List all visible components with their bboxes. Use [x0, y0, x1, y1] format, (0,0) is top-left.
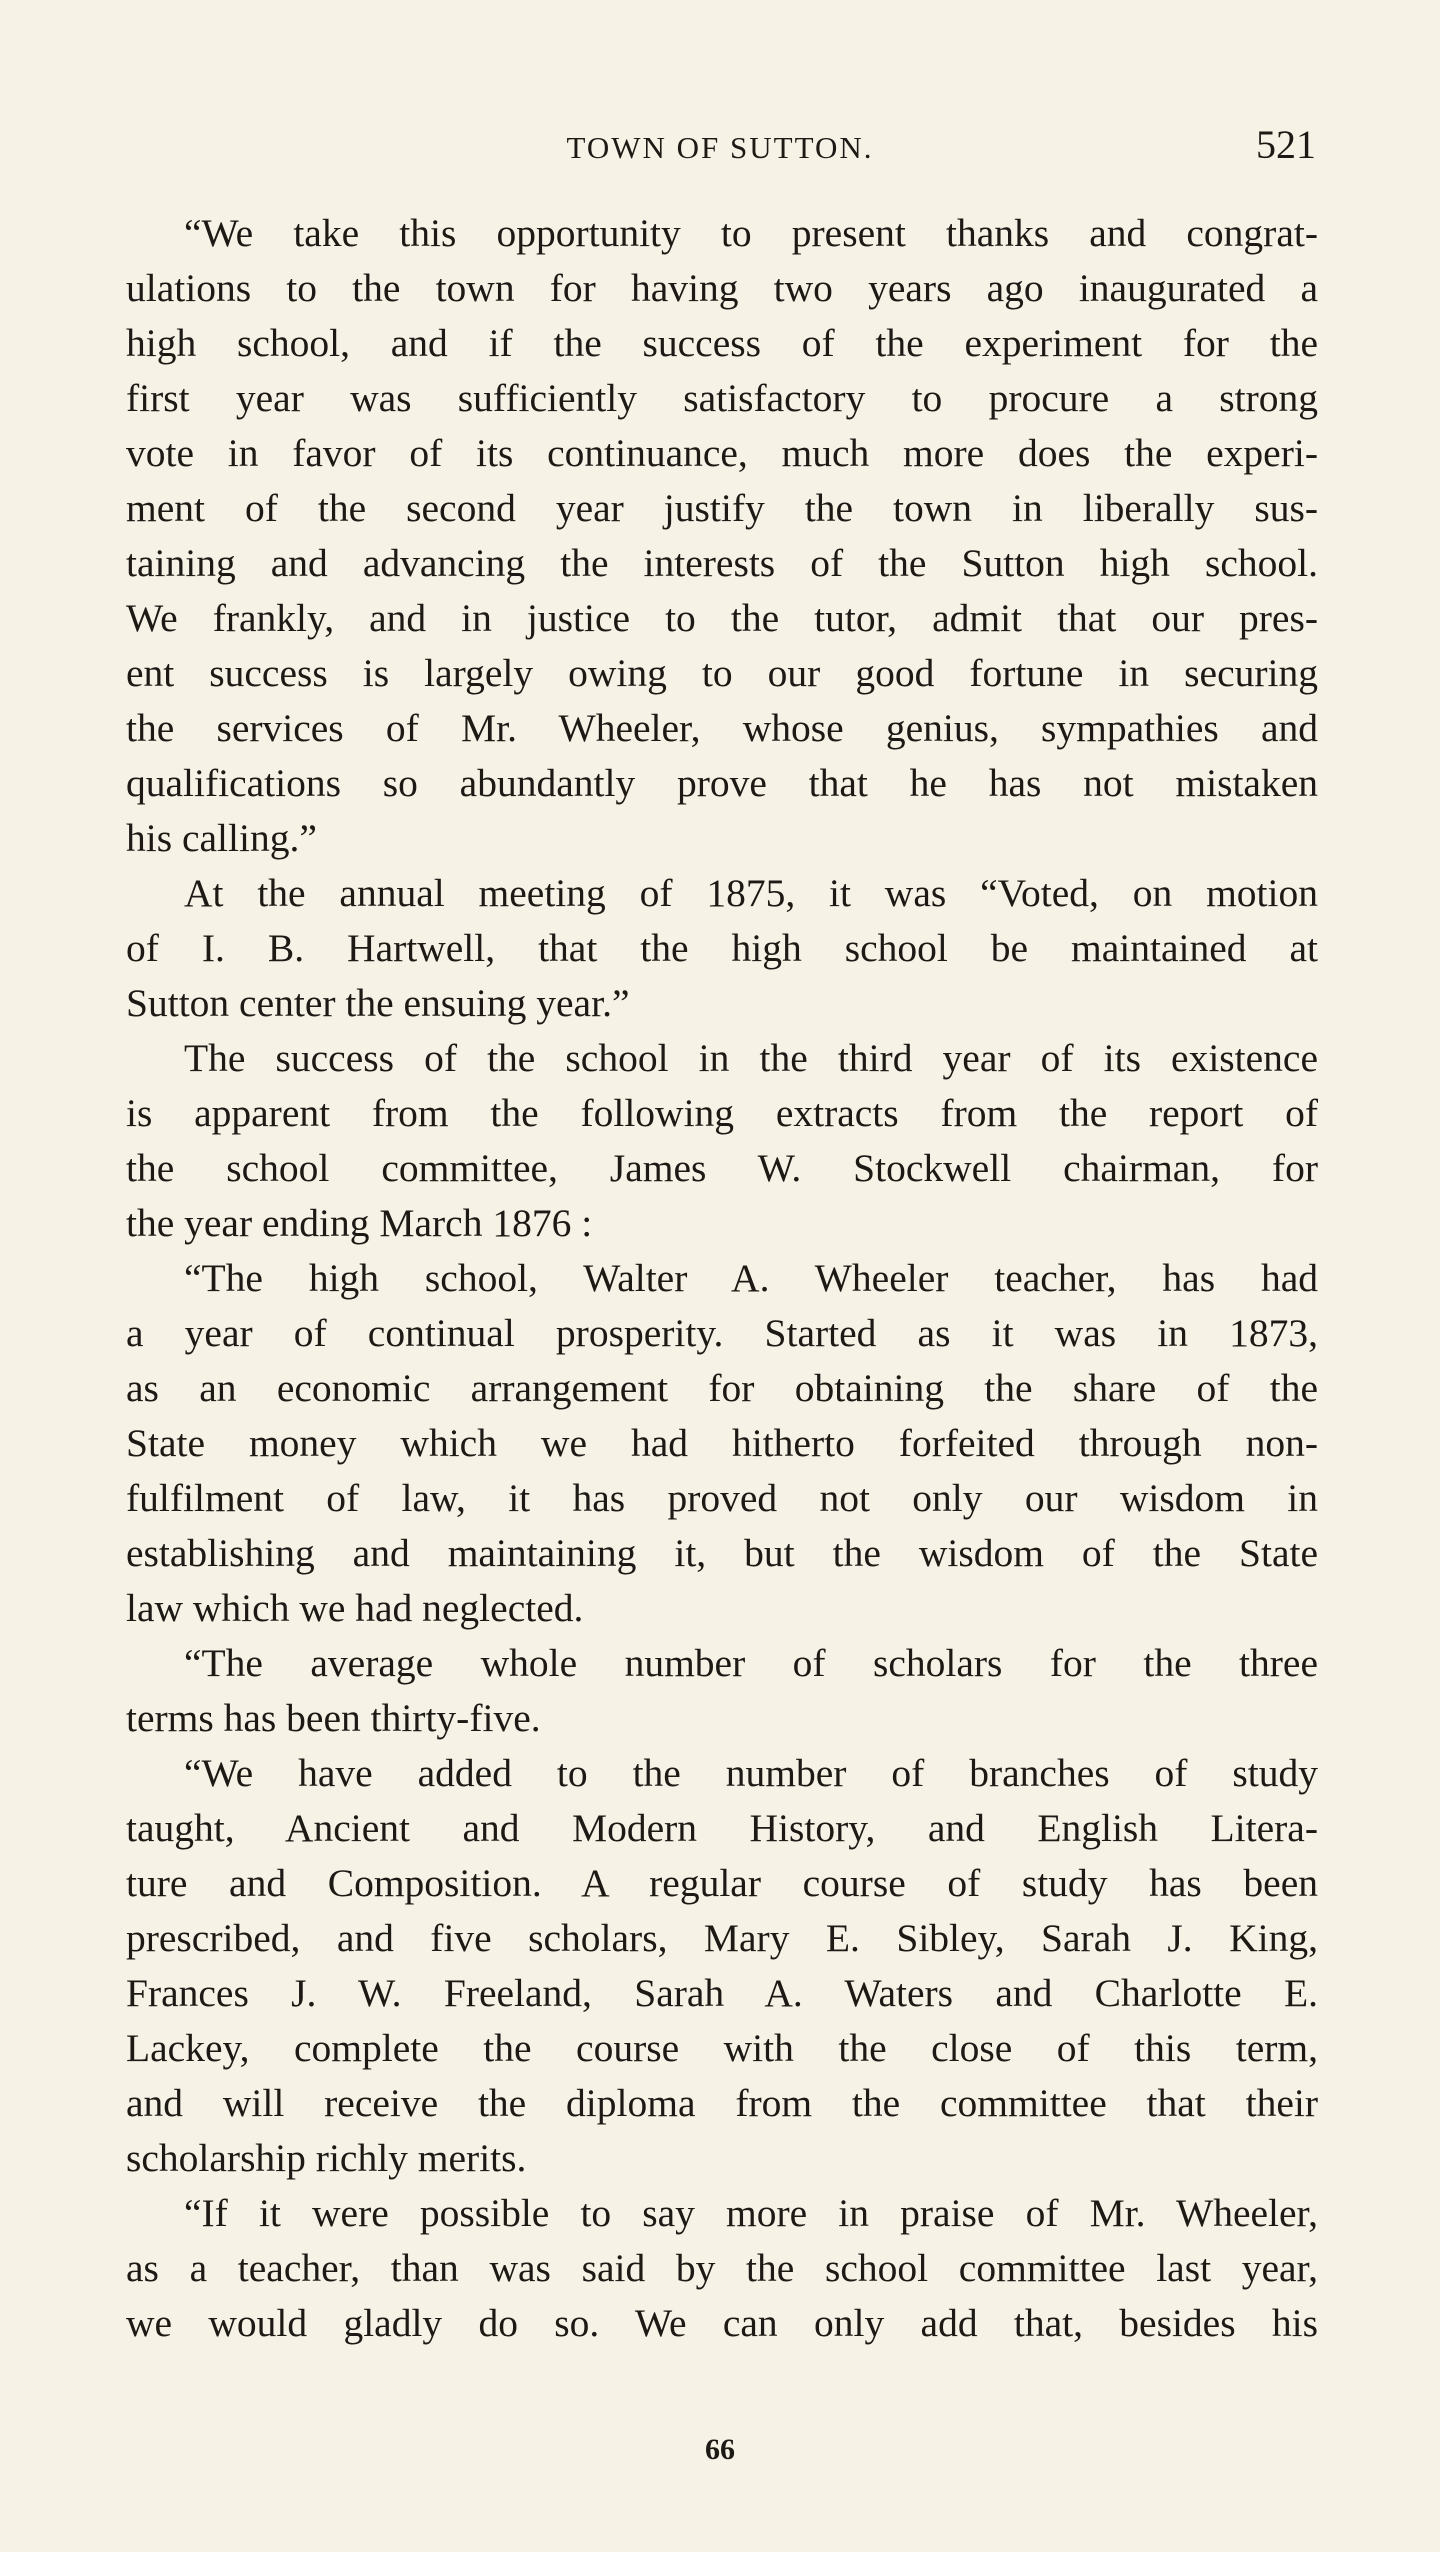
- text-line: establishing and maintaining it, but the wisdom of the State: [126, 1531, 1318, 1575]
- text-line: State money which we had hitherto forfeited through non-: [126, 1421, 1318, 1465]
- text-line: Frances J. W. Freeland, Sarah A. Waters and Charlotte E.: [126, 1971, 1318, 2015]
- text-line: ment of the second year justify the town in liberally sus-: [126, 486, 1318, 530]
- text-line: the year ending March 1876 :: [126, 1201, 593, 1245]
- text-line: ture and Composition. A regular course of study has been: [126, 1861, 1318, 1905]
- signature-mark: 66: [705, 2433, 735, 2466]
- text-line: as a teacher, than was said by the school committee last year,: [126, 2246, 1318, 2290]
- text-line: the school committee, James W. Stockwell chairman, for: [126, 1146, 1318, 1190]
- text-line: ulations to the town for having two years ago inaugurated a: [126, 266, 1318, 310]
- text-line: and will receive the diploma from the committee that their: [126, 2081, 1318, 2125]
- text-line: The success of the school in the third year of its existence: [184, 1036, 1318, 1080]
- text-line: of I. B. Hartwell, that the high school be maintained at: [126, 926, 1318, 970]
- text-line: scholarship richly merits.: [126, 2136, 527, 2180]
- text-line: as an economic arrangement for obtaining the share of the: [126, 1366, 1318, 1410]
- text-line: first year was sufficiently satisfactory to procure a strong: [126, 376, 1318, 420]
- running-header-title: TOWN OF SUTTON.: [566, 130, 874, 165]
- text-line: “We take this opportunity to present thanks and congrat-: [184, 211, 1318, 255]
- text-line: “The high school, Walter A. Wheeler teacher, has had: [184, 1256, 1318, 1300]
- text-line: Lackey, complete the course with the close of this term,: [126, 2026, 1318, 2070]
- text-line: vote in favor of its continuance, much more does the experi-: [126, 431, 1318, 475]
- text-line: fulfilment of law, it has proved not only our wisdom in: [126, 1476, 1318, 1520]
- text-line: prescribed, and five scholars, Mary E. Sibley, Sarah J. King,: [126, 1916, 1318, 1960]
- page-number: 521: [1256, 122, 1316, 167]
- text-line: the services of Mr. Wheeler, whose genius, sympathies and: [126, 706, 1318, 750]
- body-text: [126, 206, 1318, 2351]
- text-line: At the annual meeting of 1875, it was “Voted, on motion: [184, 871, 1318, 915]
- text-line: ent success is largely owing to our good fortune in securing: [126, 651, 1318, 695]
- text-line: we would gladly do so. We can only add that, besides his: [126, 2301, 1318, 2345]
- text-line: is apparent from the following extracts from the report of: [126, 1091, 1318, 1135]
- text-line: We frankly, and in justice to the tutor, admit that our pres-: [126, 596, 1318, 640]
- text-line: taining and advancing the interests of the Sutton high school.: [126, 541, 1318, 585]
- text-line: “If it were possible to say more in praise of Mr. Wheeler,: [184, 2191, 1318, 2235]
- text-line: terms has been thirty-five.: [126, 1696, 541, 1740]
- text-line: Sutton center the ensuing year.”: [126, 981, 630, 1025]
- text-line: a year of continual prosperity. Started as it was in 1873,: [126, 1311, 1318, 1355]
- text-line: “We have added to the number of branches of study: [184, 1751, 1318, 1795]
- text-line: his calling.”: [126, 816, 317, 860]
- text-line: law which we had neglected.: [126, 1586, 584, 1630]
- text-line: “The average whole number of scholars for the three: [184, 1641, 1318, 1685]
- text-line: high school, and if the success of the experiment for the: [126, 321, 1318, 365]
- text-line: qualifications so abundantly prove that he has not mistaken: [126, 761, 1318, 805]
- text-line: taught, Ancient and Modern History, and English Litera-: [126, 1806, 1318, 1850]
